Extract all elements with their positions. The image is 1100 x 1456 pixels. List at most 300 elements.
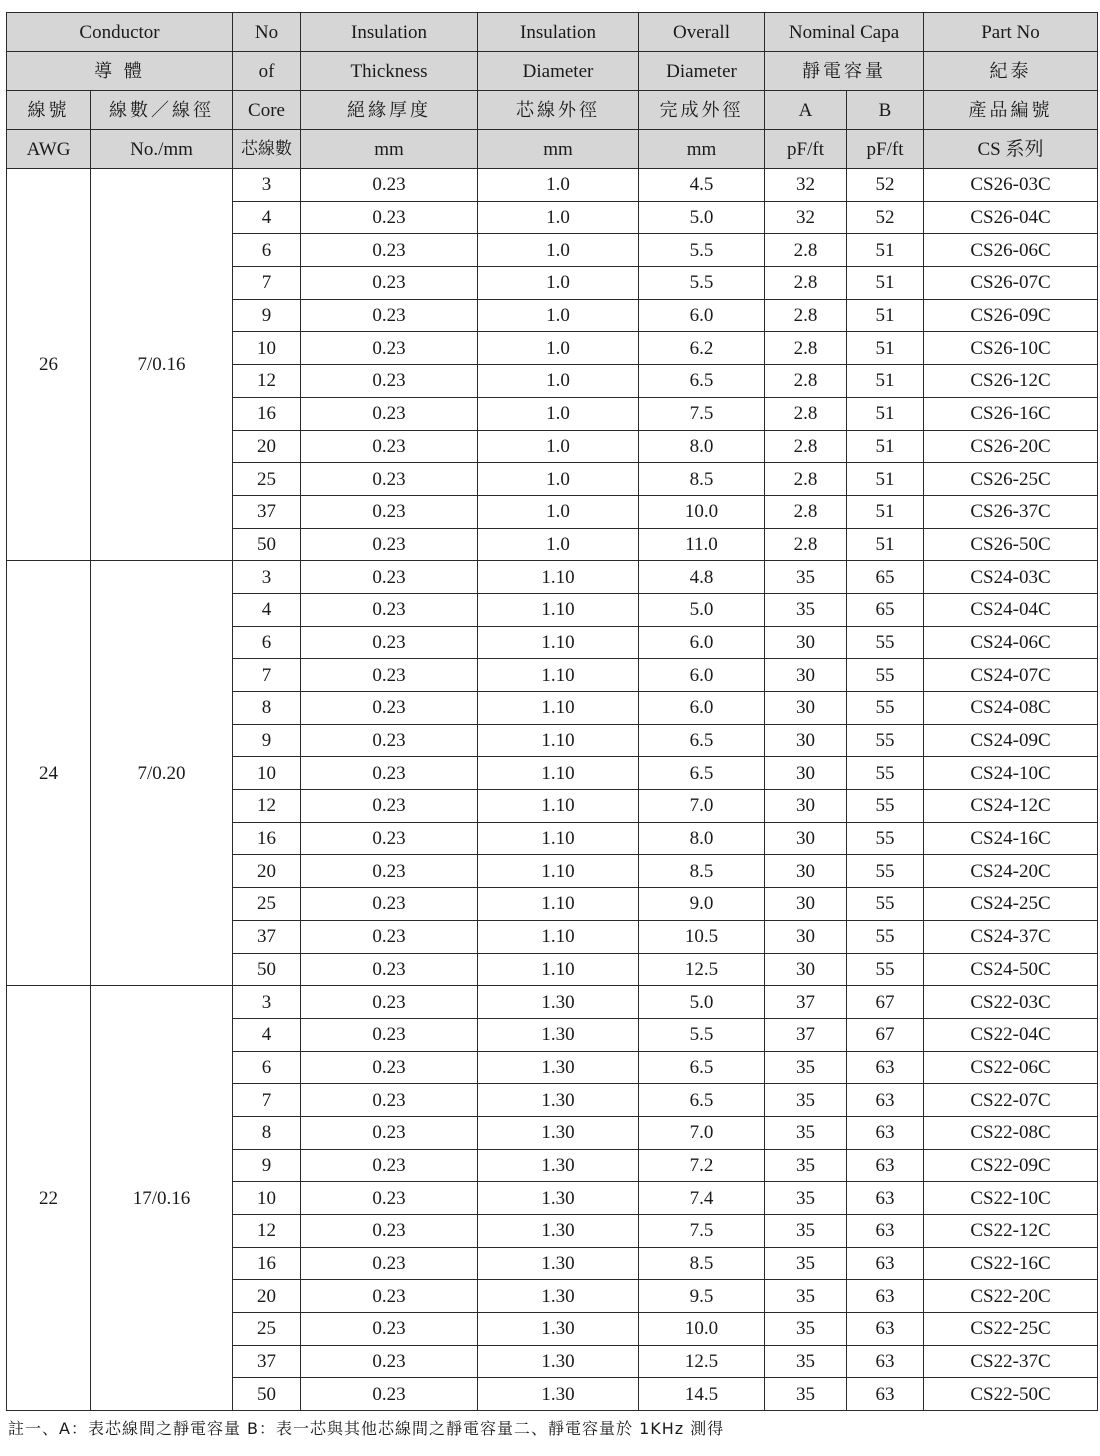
capa-b-cell: 55 [847, 724, 924, 757]
capa-a-cell: 35 [765, 1116, 847, 1149]
insulation-thickness-cell: 0.23 [301, 953, 478, 986]
insulation-thickness-cell: 0.23 [301, 888, 478, 921]
capa-a-cell: 2.8 [765, 463, 847, 496]
capa-a-cell: 30 [765, 920, 847, 953]
insulation-thickness-cell: 0.23 [301, 1051, 478, 1084]
core-count-cell: 12 [233, 790, 301, 823]
core-count-cell: 3 [233, 169, 301, 202]
insulation-diameter-cell: 1.30 [478, 1313, 639, 1346]
insulation-diameter-cell: 1.30 [478, 986, 639, 1019]
insulation-thickness-cell: 0.23 [301, 1215, 478, 1248]
capa-a-cell: 30 [765, 888, 847, 921]
overall-diameter-cell: 10.0 [639, 495, 765, 528]
overall-diameter-cell: 5.5 [639, 267, 765, 300]
part-no-header-zh1: 紀泰 [924, 52, 1098, 91]
conductor-header-en: Conductor [79, 21, 160, 43]
overall-diameter-cell: 5.0 [639, 593, 765, 626]
capa-a-cell: 30 [765, 822, 847, 855]
strand-cell: 17/0.16 [91, 986, 233, 1411]
insulation-thickness-cell: 0.23 [301, 822, 478, 855]
capa-a-cell: 35 [765, 1051, 847, 1084]
insulation-thickness-cell: 0.23 [301, 757, 478, 790]
insulation-thickness-cell: 0.23 [301, 920, 478, 953]
core-count-cell: 9 [233, 299, 301, 332]
part-no-cell: CS24-16C [924, 822, 1098, 855]
core-count-cell: 25 [233, 888, 301, 921]
part-no-cell: CS22-08C [924, 1116, 1098, 1149]
insulation-diameter-cell: 1.0 [478, 267, 639, 300]
overall-diameter-cell: 9.5 [639, 1280, 765, 1313]
insulation-diameter-cell: 1.10 [478, 593, 639, 626]
core-count-cell: 16 [233, 1247, 301, 1280]
insulation-diameter-cell: 1.0 [478, 365, 639, 398]
capa-a-cell: 37 [765, 986, 847, 1019]
core-count-cell: 6 [233, 1051, 301, 1084]
part-no-cell: CS24-09C [924, 724, 1098, 757]
capa-b-cell: 51 [847, 267, 924, 300]
insulation-thickness-cell: 0.23 [301, 169, 478, 202]
no-of-core-header-line3: Core [233, 91, 301, 130]
insulation-thickness-cell: 0.23 [301, 299, 478, 332]
overall-diameter-cell: 8.5 [639, 1247, 765, 1280]
overall-diameter-header-line2: Diameter [639, 52, 765, 91]
part-no-cell: CS22-10C [924, 1182, 1098, 1215]
part-no-header-zh2: 產品編號 [924, 91, 1098, 130]
capa-b-cell: 65 [847, 593, 924, 626]
insulation-diameter-cell: 1.0 [478, 169, 639, 202]
insulation-thickness-cell: 0.23 [301, 659, 478, 692]
core-count-cell: 12 [233, 1215, 301, 1248]
insulation-thickness-cell: 0.23 [301, 1018, 478, 1051]
part-no-cell: CS26-06C [924, 234, 1098, 267]
overall-diameter-cell: 7.4 [639, 1182, 765, 1215]
capa-a-cell: 30 [765, 659, 847, 692]
insulation-diameter-cell: 1.30 [478, 1345, 639, 1378]
capa-a-cell: 30 [765, 790, 847, 823]
insulation-thickness-header-line2: Thickness [301, 52, 478, 91]
insulation-diameter-cell: 1.10 [478, 953, 639, 986]
insulation-thickness-cell: 0.23 [301, 234, 478, 267]
capa-b-cell: 63 [847, 1313, 924, 1346]
part-no-cell: CS26-03C [924, 169, 1098, 202]
capa-a-cell: 2.8 [765, 234, 847, 267]
overall-diameter-cell: 4.8 [639, 561, 765, 594]
core-count-cell: 9 [233, 1149, 301, 1182]
part-no-cell: CS22-09C [924, 1149, 1098, 1182]
capa-b-cell: 51 [847, 234, 924, 267]
insulation-diameter-cell: 1.0 [478, 299, 639, 332]
insulation-thickness-cell: 0.23 [301, 1182, 478, 1215]
capa-a-cell: 30 [765, 855, 847, 888]
insulation-thickness-cell: 0.23 [301, 332, 478, 365]
part-no-cell: CS26-37C [924, 495, 1098, 528]
capa-a-cell: 35 [765, 1215, 847, 1248]
no-of-core-header-line1: No [233, 13, 301, 52]
core-count-cell: 50 [233, 1378, 301, 1411]
insulation-diameter-cell: 1.0 [478, 397, 639, 430]
part-no-cell: CS24-12C [924, 790, 1098, 823]
nominal-capa-header-zh: 靜電容量 [765, 52, 924, 91]
capa-a-cell: 2.8 [765, 528, 847, 561]
insulation-thickness-cell: 0.23 [301, 986, 478, 1019]
unit-ins-thickness: mm [301, 130, 478, 169]
part-no-cell: CS22-06C [924, 1051, 1098, 1084]
insulation-diameter-cell: 1.30 [478, 1182, 639, 1215]
part-no-cell: CS22-04C [924, 1018, 1098, 1051]
insulation-diameter-cell: 1.10 [478, 920, 639, 953]
conductor-header-zh: 導 體 [7, 52, 233, 91]
part-no-cell: CS22-07C [924, 1084, 1098, 1117]
insulation-diameter-header-line2: Diameter [478, 52, 639, 91]
capa-b-cell: 63 [847, 1149, 924, 1182]
core-count-cell: 20 [233, 855, 301, 888]
capa-b-cell: 63 [847, 1378, 924, 1411]
insulation-thickness-cell: 0.23 [301, 1149, 478, 1182]
overall-diameter-cell: 6.0 [639, 692, 765, 725]
part-no-cell: CS22-16C [924, 1247, 1098, 1280]
insulation-diameter-cell: 1.30 [478, 1378, 639, 1411]
capa-a-cell: 30 [765, 626, 847, 659]
capa-a-cell: 2.8 [765, 397, 847, 430]
core-count-cell: 10 [233, 332, 301, 365]
capa-b-cell: 55 [847, 920, 924, 953]
insulation-diameter-cell: 1.0 [478, 234, 639, 267]
overall-diameter-cell: 6.0 [639, 626, 765, 659]
core-count-cell: 9 [233, 724, 301, 757]
overall-diameter-cell: 6.5 [639, 757, 765, 790]
core-count-cell: 7 [233, 1084, 301, 1117]
core-count-cell: 4 [233, 1018, 301, 1051]
capa-a-cell: 30 [765, 724, 847, 757]
overall-diameter-cell: 10.5 [639, 920, 765, 953]
table-header [7, 13, 1098, 169]
capa-a-cell: 35 [765, 593, 847, 626]
capa-b-cell: 51 [847, 299, 924, 332]
insulation-diameter-cell: 1.10 [478, 790, 639, 823]
insulation-diameter-cell: 1.10 [478, 888, 639, 921]
insulation-thickness-cell: 0.23 [301, 724, 478, 757]
part-no-cell: CS24-25C [924, 888, 1098, 921]
table-body [7, 169, 1098, 1411]
capa-a-cell: 2.8 [765, 267, 847, 300]
nominal-capa-header-line1: Nominal Capa [765, 13, 924, 52]
capa-b-cell: 67 [847, 1018, 924, 1051]
insulation-diameter-cell: 1.10 [478, 757, 639, 790]
insulation-diameter-cell: 1.0 [478, 528, 639, 561]
part-no-cell: CS24-06C [924, 626, 1098, 659]
core-count-cell: 37 [233, 495, 301, 528]
overall-diameter-cell: 7.0 [639, 1116, 765, 1149]
capa-a-cell: 37 [765, 1018, 847, 1051]
capa-b-cell: 51 [847, 332, 924, 365]
footnote: 註一、A：表芯線間之靜電容量 B：表一芯與其他芯線間之靜電容量二、靜電容量於 1KHz 測得 [8, 1419, 725, 1438]
capa-b-cell: 51 [847, 365, 924, 398]
core-count-cell: 12 [233, 365, 301, 398]
unit-strand: No./mm [91, 130, 233, 169]
part-no-cell: CS22-03C [924, 986, 1098, 1019]
part-no-cell: CS26-10C [924, 332, 1098, 365]
capa-a-cell: 2.8 [765, 495, 847, 528]
capa-b-cell: 63 [847, 1280, 924, 1313]
insulation-diameter-cell: 1.30 [478, 1084, 639, 1117]
insulation-diameter-cell: 1.10 [478, 659, 639, 692]
capa-b-cell: 51 [847, 430, 924, 463]
overall-diameter-cell: 10.0 [639, 1313, 765, 1346]
unit-overall-diameter: mm [639, 130, 765, 169]
overall-diameter-cell: 7.5 [639, 1215, 765, 1248]
insulation-thickness-cell: 0.23 [301, 397, 478, 430]
core-count-cell: 20 [233, 1280, 301, 1313]
overall-diameter-cell: 6.2 [639, 332, 765, 365]
overall-diameter-cell: 5.0 [639, 986, 765, 1019]
awg-header-zh: 線號 [7, 91, 91, 130]
insulation-diameter-cell: 1.10 [478, 692, 639, 725]
awg-cell: 22 [7, 986, 91, 1411]
capa-b-cell: 51 [847, 495, 924, 528]
capa-b-cell: 55 [847, 822, 924, 855]
capa-b-cell: 55 [847, 855, 924, 888]
capa-a-cell: 35 [765, 1149, 847, 1182]
capa-b-cell: 63 [847, 1182, 924, 1215]
capa-b-cell: 55 [847, 626, 924, 659]
core-count-cell: 25 [233, 463, 301, 496]
insulation-diameter-cell: 1.30 [478, 1149, 639, 1182]
conductor-header [7, 13, 233, 52]
core-count-cell: 10 [233, 757, 301, 790]
core-count-cell: 6 [233, 626, 301, 659]
capa-b-cell: 55 [847, 888, 924, 921]
insulation-diameter-cell: 1.0 [478, 495, 639, 528]
capa-a-cell: 32 [765, 201, 847, 234]
part-no-cell: CS26-25C [924, 463, 1098, 496]
core-count-cell: 20 [233, 430, 301, 463]
part-no-cell: CS24-07C [924, 659, 1098, 692]
overall-diameter-cell: 6.0 [639, 299, 765, 332]
capa-a-cell: 2.8 [765, 365, 847, 398]
core-count-cell: 3 [233, 986, 301, 1019]
overall-diameter-cell: 6.0 [639, 659, 765, 692]
insulation-thickness-cell: 0.23 [301, 1378, 478, 1411]
overall-diameter-cell: 7.2 [639, 1149, 765, 1182]
part-no-cell: CS24-08C [924, 692, 1098, 725]
awg-cell: 26 [7, 169, 91, 561]
core-count-cell: 50 [233, 528, 301, 561]
capa-b-cell: 52 [847, 201, 924, 234]
insulation-thickness-cell: 0.23 [301, 1280, 478, 1313]
insulation-diameter-cell: 1.30 [478, 1247, 639, 1280]
overall-diameter-cell: 12.5 [639, 953, 765, 986]
unit-part-series: CS 系列 [924, 130, 1098, 169]
overall-diameter-cell: 5.5 [639, 1018, 765, 1051]
overall-diameter-cell: 6.5 [639, 1051, 765, 1084]
overall-diameter-cell: 8.0 [639, 430, 765, 463]
insulation-thickness-cell: 0.23 [301, 463, 478, 496]
strand-cell: 7/0.16 [91, 169, 233, 561]
overall-diameter-cell: 5.5 [639, 234, 765, 267]
part-no-cell: CS24-50C [924, 953, 1098, 986]
insulation-diameter-cell: 1.30 [478, 1051, 639, 1084]
overall-diameter-cell: 7.0 [639, 790, 765, 823]
capa-b-cell: 63 [847, 1116, 924, 1149]
insulation-diameter-header-line1: Insulation [478, 13, 639, 52]
capa-b-cell: 52 [847, 169, 924, 202]
core-count-cell: 7 [233, 267, 301, 300]
insulation-thickness-header-line1: Insulation [301, 13, 478, 52]
unit-capa-a: pF/ft [765, 130, 847, 169]
core-count-cell: 7 [233, 659, 301, 692]
insulation-thickness-cell: 0.23 [301, 430, 478, 463]
capa-b-cell: 51 [847, 463, 924, 496]
capa-a-cell: 2.8 [765, 430, 847, 463]
capa-a-cell: 35 [765, 1084, 847, 1117]
part-no-cell: CS22-50C [924, 1378, 1098, 1411]
insulation-thickness-header-zh: 絕緣厚度 [301, 91, 478, 130]
overall-diameter-cell: 4.5 [639, 169, 765, 202]
unit-core: 芯線數 [233, 130, 301, 169]
capa-b-cell: 65 [847, 561, 924, 594]
table-row [7, 169, 1098, 202]
part-no-cell: CS26-16C [924, 397, 1098, 430]
capa-a-cell: 32 [765, 169, 847, 202]
table-row [7, 986, 1098, 1019]
capa-a-cell: 35 [765, 1247, 847, 1280]
part-no-cell: CS26-04C [924, 201, 1098, 234]
capa-a-cell: 35 [765, 1280, 847, 1313]
capa-b-cell: 67 [847, 986, 924, 1019]
insulation-thickness-cell: 0.23 [301, 626, 478, 659]
insulation-diameter-cell: 1.0 [478, 201, 639, 234]
core-count-cell: 16 [233, 822, 301, 855]
insulation-thickness-cell: 0.23 [301, 1313, 478, 1346]
part-no-cell: CS22-25C [924, 1313, 1098, 1346]
overall-diameter-header-zh: 完成外徑 [639, 91, 765, 130]
overall-diameter-cell: 8.0 [639, 822, 765, 855]
insulation-diameter-cell: 1.30 [478, 1280, 639, 1313]
capa-b-cell: 55 [847, 790, 924, 823]
core-count-cell: 6 [233, 234, 301, 267]
capa-b-cell: 63 [847, 1215, 924, 1248]
overall-diameter-cell: 9.0 [639, 888, 765, 921]
capa-a-cell: 35 [765, 1345, 847, 1378]
core-count-cell: 37 [233, 1345, 301, 1378]
part-no-cell: CS26-12C [924, 365, 1098, 398]
capa-b-cell: 63 [847, 1247, 924, 1280]
insulation-thickness-cell: 0.23 [301, 1345, 478, 1378]
strand-cell: 7/0.20 [91, 561, 233, 986]
capa-b-cell: 55 [847, 757, 924, 790]
insulation-thickness-cell: 0.23 [301, 692, 478, 725]
capa-a-cell: 35 [765, 1313, 847, 1346]
insulation-thickness-cell: 0.23 [301, 267, 478, 300]
capa-a-cell: 35 [765, 561, 847, 594]
capa-b-cell: 63 [847, 1051, 924, 1084]
insulation-thickness-cell: 0.23 [301, 365, 478, 398]
core-count-cell: 8 [233, 692, 301, 725]
strand-header-zh: 線數／線徑 [91, 91, 233, 130]
core-count-cell: 50 [233, 953, 301, 986]
insulation-thickness-cell: 0.23 [301, 1084, 478, 1117]
unit-capa-b: pF/ft [847, 130, 924, 169]
insulation-diameter-cell: 1.0 [478, 430, 639, 463]
unit-ins-diameter: mm [478, 130, 639, 169]
part-no-cell: CS22-12C [924, 1215, 1098, 1248]
capa-b-cell: 55 [847, 953, 924, 986]
insulation-thickness-cell: 0.23 [301, 201, 478, 234]
part-no-cell: CS26-50C [924, 528, 1098, 561]
insulation-diameter-cell: 1.30 [478, 1018, 639, 1051]
insulation-thickness-cell: 0.23 [301, 528, 478, 561]
overall-diameter-cell: 11.0 [639, 528, 765, 561]
capa-a-cell: 2.8 [765, 332, 847, 365]
capa-a-cell: 35 [765, 1378, 847, 1411]
insulation-diameter-cell: 1.10 [478, 855, 639, 888]
capa-b-header: B [847, 91, 924, 130]
core-count-cell: 4 [233, 593, 301, 626]
insulation-thickness-cell: 0.23 [301, 790, 478, 823]
part-no-header-line1: Part No [924, 13, 1098, 52]
overall-diameter-cell: 6.5 [639, 724, 765, 757]
insulation-diameter-cell: 1.10 [478, 561, 639, 594]
overall-diameter-header-line1: Overall [639, 13, 765, 52]
insulation-thickness-cell: 0.23 [301, 593, 478, 626]
core-count-cell: 16 [233, 397, 301, 430]
capa-b-cell: 55 [847, 659, 924, 692]
capa-b-cell: 63 [847, 1345, 924, 1378]
core-count-cell: 8 [233, 1116, 301, 1149]
part-no-cell: CS24-20C [924, 855, 1098, 888]
part-no-cell: CS26-09C [924, 299, 1098, 332]
insulation-thickness-cell: 0.23 [301, 855, 478, 888]
insulation-diameter-cell: 1.0 [478, 332, 639, 365]
cable-spec-table [6, 12, 1098, 1411]
part-no-cell: CS22-37C [924, 1345, 1098, 1378]
part-no-cell: CS24-04C [924, 593, 1098, 626]
capa-a-cell: 30 [765, 692, 847, 725]
insulation-thickness-cell: 0.23 [301, 1116, 478, 1149]
capa-a-header: A [765, 91, 847, 130]
part-no-cell: CS22-20C [924, 1280, 1098, 1313]
core-count-cell: 10 [233, 1182, 301, 1215]
awg-cell: 24 [7, 561, 91, 986]
capa-a-cell: 2.8 [765, 299, 847, 332]
insulation-thickness-cell: 0.23 [301, 495, 478, 528]
core-count-cell: 4 [233, 201, 301, 234]
core-count-cell: 25 [233, 1313, 301, 1346]
part-no-cell: CS26-20C [924, 430, 1098, 463]
part-no-cell: CS24-37C [924, 920, 1098, 953]
overall-diameter-cell: 6.5 [639, 1084, 765, 1117]
unit-awg: AWG [7, 130, 91, 169]
insulation-diameter-cell: 1.10 [478, 822, 639, 855]
capa-b-cell: 55 [847, 692, 924, 725]
capa-b-cell: 51 [847, 397, 924, 430]
table-row [7, 561, 1098, 594]
capa-a-cell: 30 [765, 953, 847, 986]
overall-diameter-cell: 6.5 [639, 365, 765, 398]
insulation-diameter-cell: 1.0 [478, 463, 639, 496]
part-no-cell: CS24-10C [924, 757, 1098, 790]
insulation-thickness-cell: 0.23 [301, 561, 478, 594]
core-count-cell: 37 [233, 920, 301, 953]
capa-a-cell: 35 [765, 1182, 847, 1215]
overall-diameter-cell: 8.5 [639, 463, 765, 496]
insulation-diameter-cell: 1.30 [478, 1215, 639, 1248]
overall-diameter-cell: 7.5 [639, 397, 765, 430]
overall-diameter-cell: 14.5 [639, 1378, 765, 1411]
insulation-diameter-header-zh: 芯線外徑 [478, 91, 639, 130]
insulation-diameter-cell: 1.10 [478, 626, 639, 659]
capa-b-cell: 63 [847, 1084, 924, 1117]
